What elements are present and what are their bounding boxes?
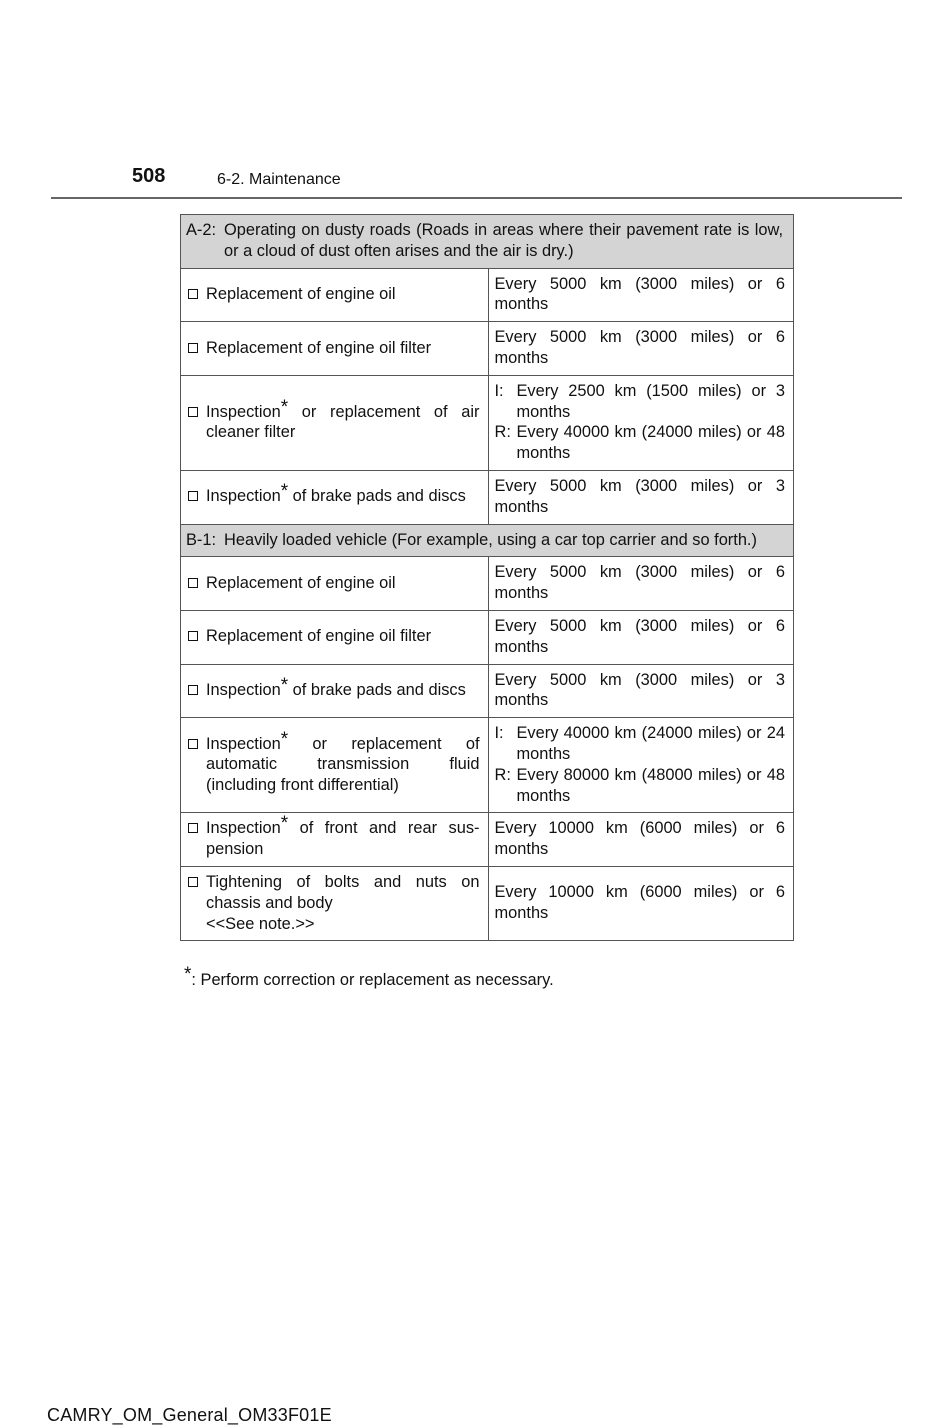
checkbox-icon: [188, 823, 198, 833]
task-text: Tightening of bolts and nuts on chassis and body <<See note.>>: [206, 872, 480, 933]
task-text: Inspection* of brake pads and discs: [206, 674, 466, 699]
table-row: [181, 866, 794, 940]
replacement-interval: R: Every 40000 km (24000 miles) or 48 months: [494, 423, 785, 463]
checkbox-icon: [188, 407, 198, 417]
checkbox-icon: [188, 289, 198, 299]
document-id: CAMRY_OM_General_OM33F01E: [47, 1405, 332, 1425]
see-note-text: <<See note.>>: [206, 914, 315, 933]
table-row: [181, 470, 794, 524]
section-title-text: Heavily loaded vehicle (For example, using a car top carrier and so forth.): [224, 530, 757, 549]
section-row-a2: [181, 215, 794, 269]
asterisk-mark: *: [280, 728, 289, 750]
interval-text: Every 5000 km (3000 miles) or 6 months: [488, 268, 794, 322]
footnote: [184, 964, 554, 990]
task-text: Inspection* or replacement of air cleaner filter: [206, 396, 480, 442]
task-text: Inspection* of front and rear sus-pension: [206, 813, 480, 859]
interval-text: Every 10000 km (6000 miles) or 6 months: [488, 866, 794, 940]
section-title: 6-2. Maintenance: [217, 171, 341, 188]
asterisk-mark: *: [184, 964, 192, 985]
section-code: A-2:: [186, 221, 217, 239]
task-text: Replacement of engine oil: [206, 284, 396, 303]
table-row: [181, 664, 794, 718]
inspection-interval: I: Every 40000 km (24000 miles) or 24 months: [494, 724, 785, 763]
table-row: [181, 557, 794, 611]
section-title-text: Operating on dusty roads (Roads in areas where their pavement rate is low, or a cloud of dust often arises and the air is dry.): [224, 221, 783, 260]
section-row-b1: [181, 524, 794, 557]
table-row: [181, 813, 794, 867]
maintenance-schedule-table: [180, 214, 794, 941]
header-divider: [51, 197, 902, 199]
task-text: Inspection* of brake pads and discs: [206, 481, 466, 506]
checkbox-icon: [188, 877, 198, 887]
interval-text: Every 5000 km (3000 miles) or 6 months: [488, 322, 794, 376]
task-text: Inspection* or replacement of automatic transmission fluid (including front differential): [206, 728, 480, 795]
table-row: [181, 268, 794, 322]
task-text: Replacement of engine oil filter: [206, 338, 432, 357]
asterisk-mark: *: [280, 674, 289, 696]
interval-text: Every 5000 km (3000 miles) or 6 months: [488, 557, 794, 611]
inspection-interval: I: Every 2500 km (1500 miles) or 3 months: [494, 381, 785, 421]
asterisk-mark: *: [280, 481, 289, 503]
task-text: Replacement of engine oil: [206, 573, 396, 592]
asterisk-mark: *: [280, 396, 289, 418]
checkbox-icon: [188, 685, 198, 695]
checkbox-icon: [188, 491, 198, 501]
interval-text: Every 10000 km (6000 miles) or 6 months: [488, 813, 794, 867]
checkbox-icon: [188, 343, 198, 353]
table-row: [181, 718, 794, 813]
page-number: 508: [132, 165, 166, 187]
interval-text: Every 5000 km (3000 miles) or 6 months: [488, 610, 794, 664]
interval-text: Every 5000 km (3000 miles) or 3 months: [488, 664, 794, 718]
interval-text: Every 5000 km (3000 miles) or 3 months: [488, 470, 794, 524]
replacement-interval: R: Every 80000 km (48000 miles) or 48 months: [494, 765, 785, 805]
asterisk-mark: *: [280, 813, 289, 835]
checkbox-icon: [188, 578, 198, 588]
table-row: [181, 322, 794, 376]
checkbox-icon: [188, 631, 198, 641]
task-text: Replacement of engine oil filter: [206, 627, 432, 646]
table-row: [181, 610, 794, 664]
section-code: B-1:: [186, 530, 217, 549]
table-row: [181, 375, 794, 470]
footnote-text: : Perform correction or replacement as necessary.: [191, 971, 554, 989]
checkbox-icon: [188, 739, 198, 749]
